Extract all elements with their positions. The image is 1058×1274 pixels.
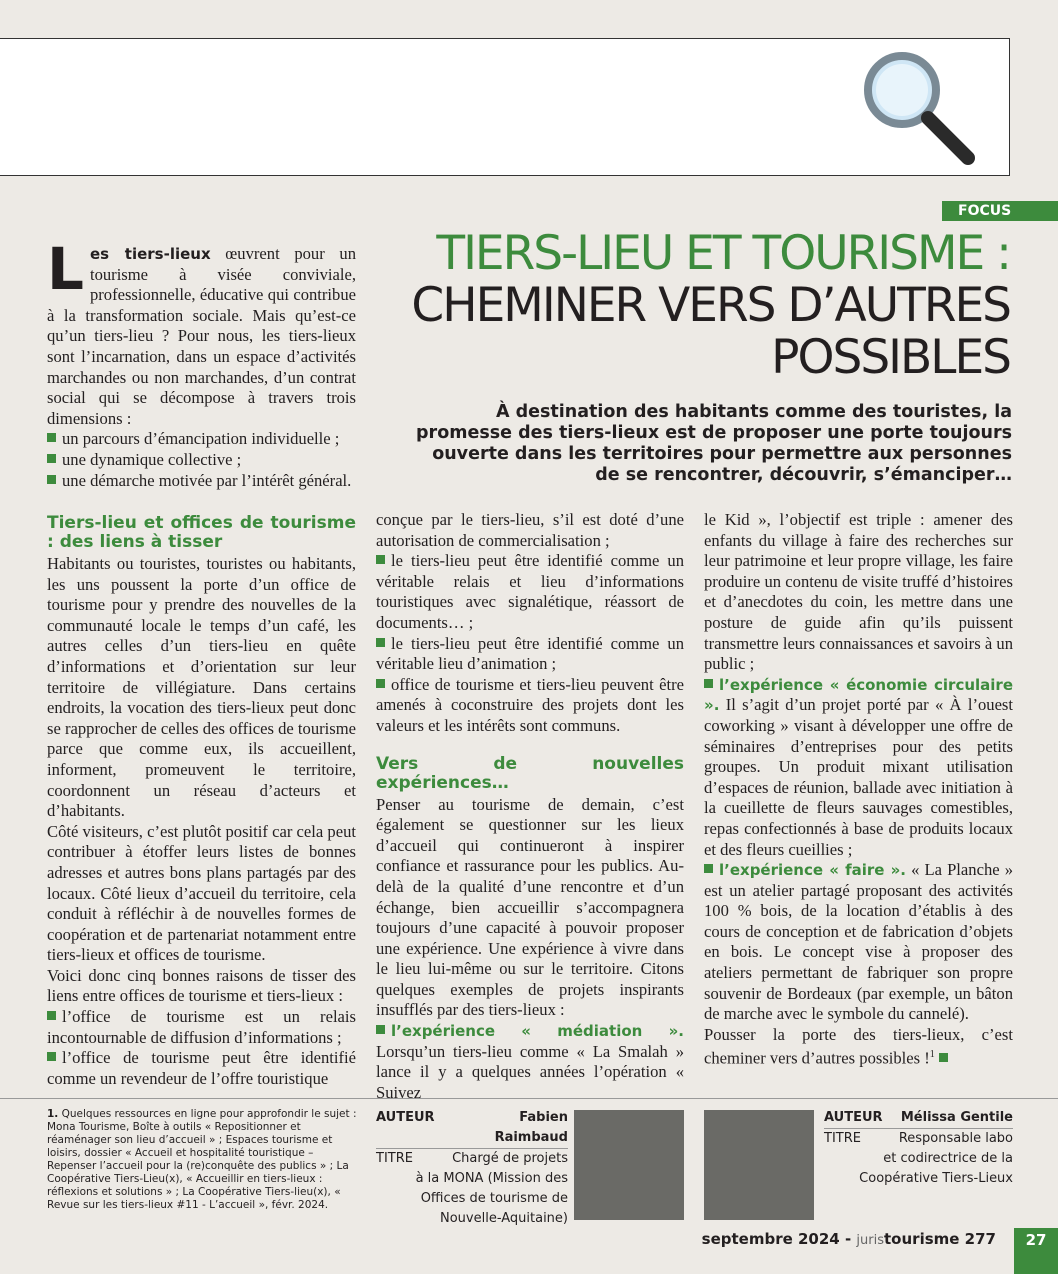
section-heading: Tiers-lieu et offices de tourisme : des liens à tisser [47,513,356,552]
divider [0,1098,1058,1099]
magnifier-icon [850,46,980,166]
title-line-2: CHEMINER VERS D’AUTRES POSSIBLES [411,278,1010,385]
list-item: office de tourisme et tiers-lieu peuvent être amenés à coconstruire des projets dont les valeurs et les intérêts sont communs. [376,674,684,735]
list-item: l’office de tourisme peut être identifié comme un revendeur de l’offre touristique [47,1048,356,1088]
paragraph: Habitants ou touristes, touristes ou habitants, les uns poussent la porte d’un office de tourisme pour y prendre des nouvelles de la communauté locale le temps d’un café, les autres celles d’un tiers-lieu en quête d’informations et d’orientation sur leur territoire de villégiature. Dans certains endroits, la vocation des tiers-lieux peut donc se rapprocher de celles des offices de tourisme parce que comme eux, ils accueillent, informent, promeuvent le territoire, coordonnent un réseau d’acteurs et d’habitants. [47,554,356,821]
list-item: l’office de tourisme est un relais incontournable de diffusion d’informations ; [47,1007,356,1047]
list-item: une démarche motivée par l’intérêt général. [47,471,356,492]
column-3 [704,510,1013,1070]
list-item: le tiers-lieu peut être identifié comme un véritable relais et lieu d’informations touristiques avec signalétique, réassort de documents… ; [376,551,684,632]
footnote: 1. Quelques ressources en ligne pour approfondir le sujet : Mona Tourisme, Boîte à outils « Repositionner et réaménager son lieu d’accueil » ; Espaces tourisme et loisirs, dossier « Accueil et hospitalité touristique – Repenser l’accueil pour la (re)conquête des publics » ; La Coopérative Tiers-Lieu(x), « Accueillir en tiers-lieux : réflexions et solutions » ; La Coopérative Tiers-lieu(x), « Revue sur les tiers-lieux #11 - L’accueil », févr. 2024. [47,1108,357,1211]
paragraph: Voici donc cinq bonnes raisons de tisser des liens entre offices de tourisme et tiers-lieux : [47,965,356,1006]
author-photo-2 [704,1110,814,1220]
chapo: À destination des habitants comme des touristes, la promesse des tiers-lieux est de proposer une porte toujours ouverte dans les territoires pour permettre aux personnes de se rencontrer, découvrir, s’émanciper… [416,402,1012,485]
page-number: 27 [1014,1228,1058,1274]
list-item: une dynamique collective ; [47,450,356,471]
list-item: un parcours d’émancipation individuelle ; [47,429,356,450]
page-title [410,228,1010,384]
author-name: Mélissa Gentile [900,1110,1013,1125]
focus-tag: FOCUS [942,201,1058,221]
intro-text: œuvrent pour un tourisme à visée conviviale, professionnelle, éducative qui contribue à la transformation sociale. Mais qu’est-ce qu’un tiers-lieu ? Pour nous, les tiers-lieux sont l’incarnation, dans un espace d’activités marchandes ou non marchandes, d’un contrat social qui se décompose à travers trois dimensions : [47,244,356,428]
paragraph: Pousser la porte des tiers-lieux, c’est cheminer vers d’autres possibles !$^1$ [704,1024,1013,1068]
folio: septembre 2024 - juristourisme 277 [701,1230,996,1248]
author-block-1: AUTEUR Fabien Raimbaud TITRE Chargé de projets à la MONA (Mission des Offices de tourisme de Nouvelle-Aquitaine) [376,1110,568,1226]
paragraph: le Kid », l’objectif est triple : amener des enfants du village à faire des recherches sur leur patrimoine et leur propre village, les faire produire un contenu de visite truffé d’histoires et d’anecdotes du coin, les mettre dans une posture de guide afin qu’ils puissent transmettre leurs connaissances et savoirs à un public ; [704,510,1013,674]
list-item: l’expérience « faire ». « La Planche » est un atelier partagé proposant des activités 100 % bois, de la location d’établis à des cours de conception et de fabrication d’objets en bois. Le concept vise à proposer des ateliers permettant de fabriquer son propre souvenir de Bordeaux (par exemple, un bâton de marche avec le symbole du cannelé). [704,860,1013,1024]
author-photo-1 [574,1110,684,1220]
paragraph: conçue par le tiers-lieu, s’il est doté d’une autorisation de commercialisation ; [376,510,684,550]
list-item: le tiers-lieu peut être identifié comme un véritable lieu d’animation ; [376,633,684,674]
author-name: Fabien Raimbaud [494,1110,568,1145]
list-item: l’expérience « médiation ». Lorsqu’un tiers-lieu comme « La Smalah » lance il y a quelques années l’opération « Suivez [376,1022,684,1102]
column-2 [376,510,684,1103]
paragraph: Côté visiteurs, c’est plutôt positif car cela peut contribuer à étoffer leurs listes de bonnes adresses et autres bons plans partagés par des locaux. Côté lieux d’accueil du territoire, cela conduit à réfléchir à de nouvelles formes de coopération et de partenariat notamment entre tiers-lieux et offices de tourisme. [47,821,356,965]
intro-column [47,235,356,491]
dropcap: L [47,235,84,303]
intro-lead: es tiers-lieux [89,245,211,263]
column-1 [47,510,356,1089]
author-block-2: AUTEUR Mélissa Gentile TITRE Responsable labo et codirectrice de la Coopérative Tiers-Lieux [824,1110,1013,1186]
list-item: l’expérience « économie circulaire ». Il s’agit d’un projet porté par « À l’ouest coworking » visant à développer une offre de séminaires d’entreprises pour des petits groupes. Un produit mixant utilisation d’espaces de réunion, ballade avec initiation à la cueillette de fleurs sauvages comestibles, repas confectionnés à base de produits locaux et des fleurs cueillies ; [704,675,1013,859]
paragraph: Penser au tourisme de demain, c’est également se questionner sur les lieux d’accueil qui continueront à inspirer confiance et rassurance pour les publics. Au-delà de la qualité d’une rencontre et d’un échange, bien accueillir s’accompagnera toujours d’une capacité à pouvoir proposer une expérience. Une expérience à vivre dans le lieu lui-même ou sur le territoire. Citons quelques exemples de projets inspirants insufflés par des tiers-lieux : [376,794,684,1020]
section-heading: Vers de nouvelles expériences… [376,753,684,793]
title-line-1: TIERS-LIEU ET TOURISME : [436,226,1010,281]
footnote-ref: 1 [929,1049,935,1061]
